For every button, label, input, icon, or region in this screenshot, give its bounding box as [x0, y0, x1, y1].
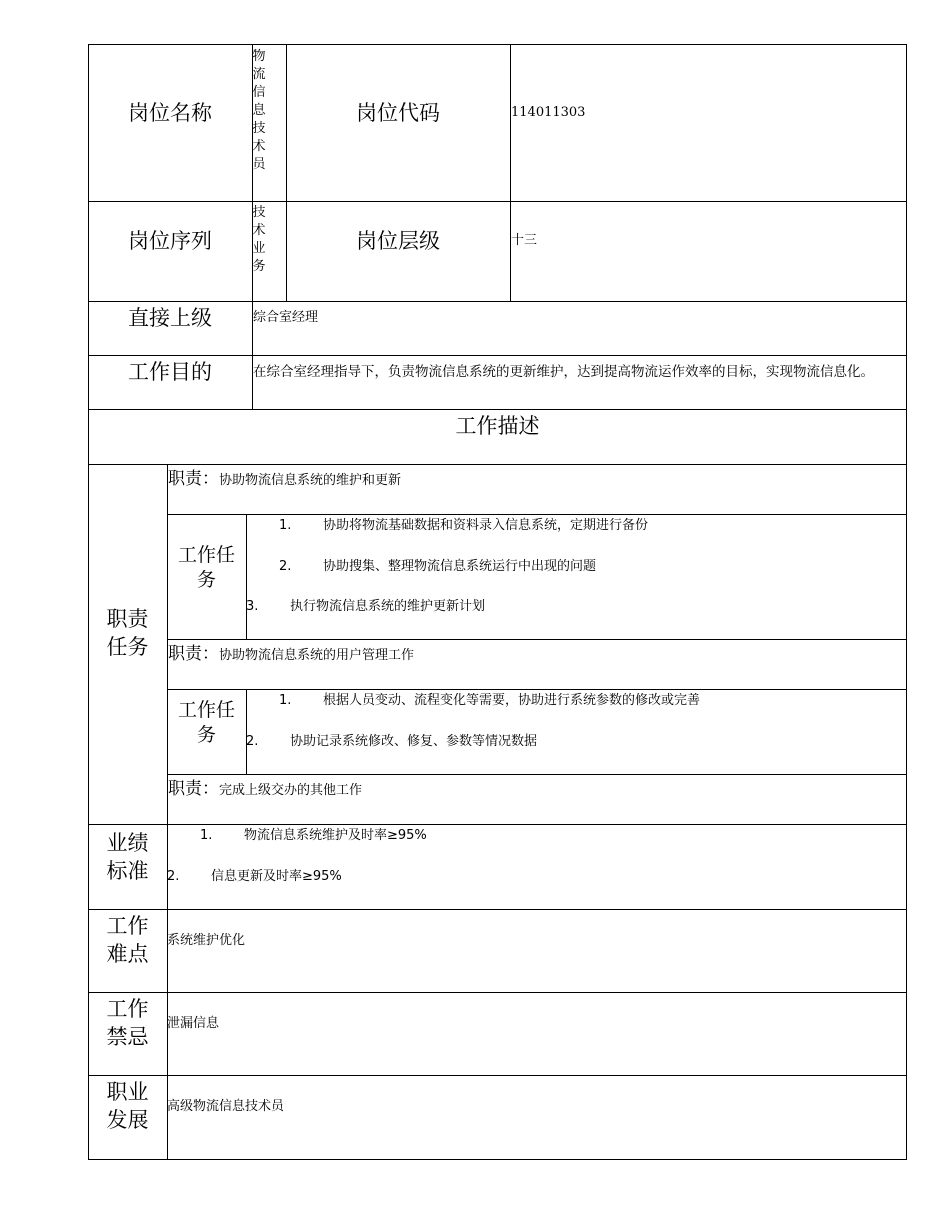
purpose-label: 工作目的: [128, 360, 212, 384]
task-label: 工作任务: [177, 699, 235, 746]
career-label: 职业发展: [106, 1080, 149, 1132]
taboo-label: 工作禁忌: [106, 997, 149, 1049]
task-item: 1. 协助将物流基础数据和资料录入信息系统，定期进行备份: [279, 518, 649, 533]
post-sequence-value: 技术业务: [252, 205, 266, 274]
post-code-value: 114011303: [511, 105, 586, 120]
superior-value: 综合室经理: [253, 310, 319, 325]
duty-key: 职责：: [168, 779, 219, 799]
row-divider: [88, 409, 907, 410]
row-divider: [167, 514, 907, 515]
col-divider: [510, 44, 511, 301]
row-divider: [167, 639, 907, 640]
row-divider: [88, 992, 907, 993]
post-code-label: 岗位代码: [356, 101, 440, 125]
row-divider: [167, 774, 907, 775]
row-divider: [167, 689, 907, 690]
row-divider: [88, 355, 907, 356]
purpose-value: 在综合室经理指导下，负责物流信息系统的更新维护，达到提高物流运作效率的目标，实现物流信息化。: [253, 364, 874, 380]
duty-title: [168, 468, 401, 492]
post-level-value: 十三: [511, 233, 538, 248]
performance-item: 2. 信息更新及时率≥95%: [167, 869, 342, 884]
duty-key: 职责：: [168, 469, 219, 489]
taboo-value: 泄漏信息: [167, 1016, 220, 1031]
duty-text: 完成上级交办的其他工作: [219, 783, 363, 798]
task-label: 工作任务: [177, 544, 235, 591]
post-name-label: 岗位名称: [128, 101, 212, 125]
task-item: 2. 协助记录系统修改、修复、参数等情况数据: [246, 734, 538, 749]
task-item: 2. 协助搜集、整理物流信息系统运行中出现的问题: [279, 559, 597, 574]
difficulty-label: 工作难点: [106, 914, 149, 966]
superior-label: 直接上级: [128, 306, 212, 330]
row-divider: [88, 464, 907, 465]
col-divider: [246, 689, 247, 774]
description-title: 工作描述: [455, 414, 540, 438]
task-item: 3. 执行物流信息系统的维护更新计划: [246, 599, 486, 614]
duty-title: [168, 643, 414, 667]
row-divider: [88, 1075, 907, 1076]
task-item: 1. 根据人员变动、流程变化等需要，协助进行系统参数的修改或完善: [279, 693, 701, 708]
row-divider: [88, 201, 907, 202]
difficulty-value: 系统维护优化: [167, 933, 246, 948]
career-value: 高级物流信息技术员: [167, 1099, 285, 1114]
post-sequence-label: 岗位序列: [128, 229, 212, 253]
duty-title: [168, 778, 362, 802]
performance-label: 业绩标准: [106, 831, 149, 883]
duties-section-label: 职责任务: [106, 607, 149, 659]
col-divider: [246, 514, 247, 639]
post-level-label: 岗位层级: [356, 229, 440, 253]
duty-key: 职责：: [168, 644, 219, 664]
post-name-value: 物流信息技术员: [252, 49, 266, 172]
row-divider: [88, 301, 907, 302]
row-divider: [88, 909, 907, 910]
col-divider: [286, 44, 287, 301]
duty-text: 协助物流信息系统的用户管理工作: [219, 648, 415, 663]
row-divider: [88, 824, 907, 825]
duty-text: 协助物流信息系统的维护和更新: [219, 473, 402, 488]
performance-item: 1. 物流信息系统维护及时率≥95%: [200, 828, 427, 843]
